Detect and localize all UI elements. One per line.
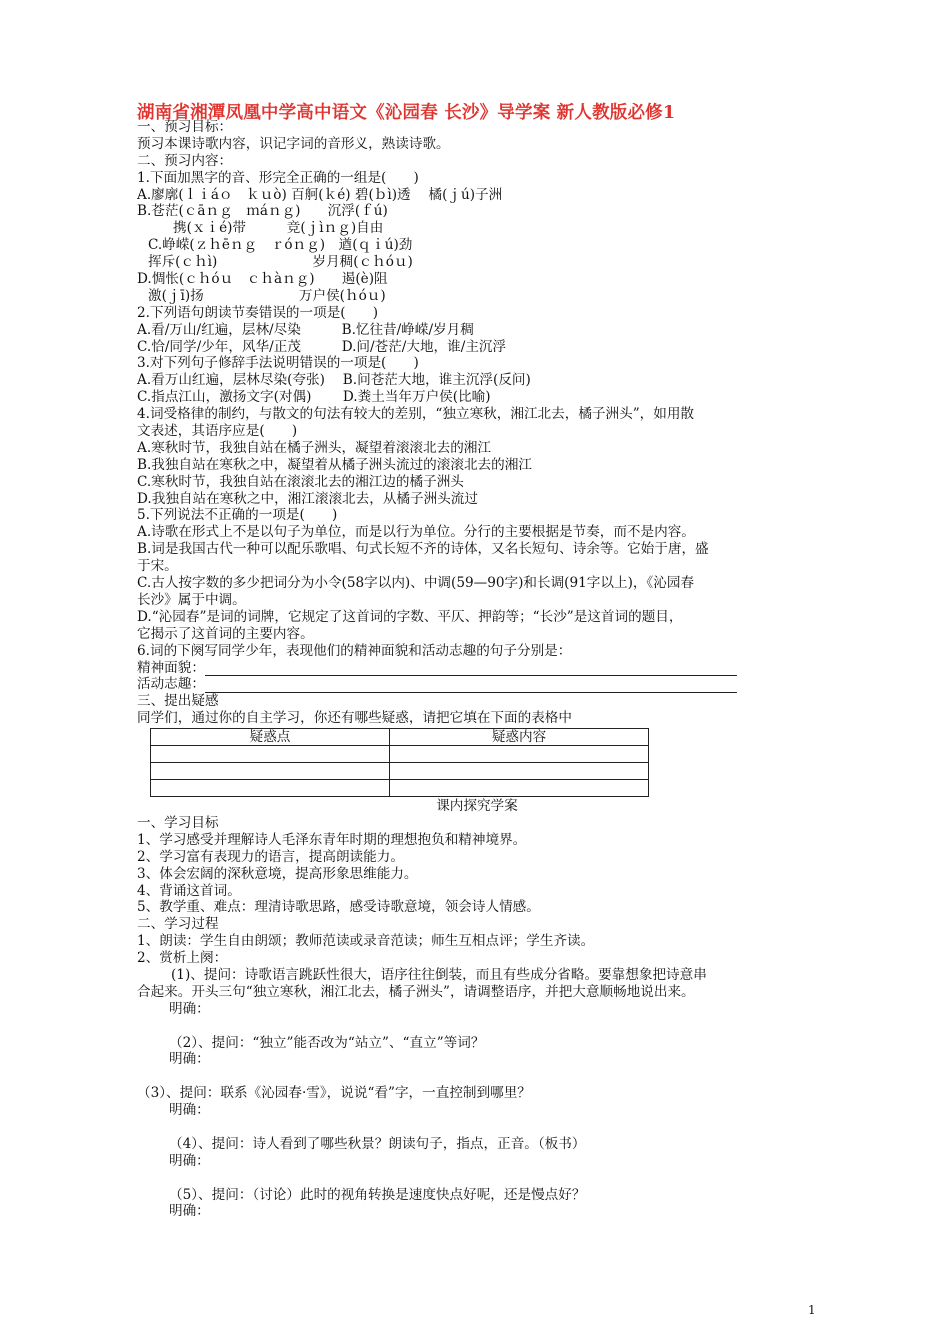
question-line: (1)、提问：诗歌语言跳跃性很大，语序往往倒装，而且有些成分省略。要靠想象把诗意串 (171, 966, 707, 983)
answer-label: 明确： (169, 1203, 210, 1220)
section-heading: 二、学习过程 (137, 916, 219, 933)
answer-label: 活动志趣： (137, 676, 205, 693)
answer-label: 明确： (169, 1000, 210, 1017)
option-line: C.指点江山，激扬文字(对偶) D.粪土当年万户侯(比喻) (137, 389, 491, 406)
question-stem: 文表述，其语序应是( ) (137, 423, 298, 440)
table-row (151, 763, 649, 780)
list-item: 3、体会宏阔的深秋意境，提高形象思维能力。 (137, 865, 418, 882)
option-line: C.古人按字数的多少把词分为小令(58字以内)、中调(59—90字)和长调(91字以上)，《沁园春 (137, 575, 695, 592)
section-heading: 一、学习目标 (137, 814, 219, 831)
question-stem: 1.下面加黑字的音、形完全正确的一组是( ) (137, 169, 419, 186)
option-line: D.我独自站在寒秋之中，湘江滚滚北去，从橘子洲头流过 (137, 490, 478, 507)
answer-label: 明确： (169, 1152, 210, 1169)
option-line: D.“沁园春”是词的词牌，它规定了这首词的字数、平仄、押韵等；“长沙”是这首词的题目， (137, 608, 683, 625)
section-heading: 二、预习内容： (137, 152, 233, 169)
option-line: 挥斥(ｃｈì) 岁月稠(ｃｈóｕ) (148, 254, 413, 271)
table-cell[interactable] (390, 746, 649, 763)
list-item: 4、背诵这首词。 (137, 882, 241, 899)
paragraph: 同学们，通过你的自主学习，你还有哪些疑惑，请把它填在下面的表格中 (137, 710, 572, 727)
paragraph: 1、朗读：学生自由朗颂；教师范读或录音范读；师生互相点评；学生齐读。 (137, 933, 595, 950)
question-line: （2）、提问：“独立”能否改为“站立”、“直立”等词？ (169, 1034, 485, 1051)
option-line: 于宋。 (137, 558, 178, 575)
table-cell[interactable] (151, 780, 390, 797)
table-cell[interactable] (151, 746, 390, 763)
option-line: B.词是我国古代一种可以配乐歌唱、句式长短不齐的诗体，又名长短句、诗余等。它始于唐，盛 (137, 541, 709, 558)
question-stem: 2.下列语句朗读节奏错误的一项是( ) (137, 304, 379, 321)
answer-row (137, 676, 827, 693)
option-line: A.寒秋时节，我独自站在橘子洲头，凝望着滚滚北去的湘江 (137, 439, 491, 456)
list-item: 1、学习感受并理解诗人毛泽东青年时期的理想抱负和精神境界。 (137, 831, 527, 848)
question-stem: 5.下列说法不正确的一项是( ) (137, 507, 338, 524)
option-line: A.诗歌在形式上不是以句子为单位，而是以行为单位。分行的主要根据是节奏，而不是内容。 (137, 524, 695, 541)
option-line: A.廖廓(ｌｉáｏ ｋｕò) 百舸(ｋé) 碧(ｂì)透 橘(ｊú)子洲 (137, 186, 503, 203)
answer-blank[interactable] (205, 680, 737, 693)
answer-label: 明确： (169, 1102, 210, 1119)
doubt-table (150, 728, 649, 797)
option-line: 它揭示了这首词的主要内容。 (137, 625, 314, 642)
section-title: 课内探究学案 (436, 798, 518, 815)
question-line: （5）、提问：（讨论）此时的视角转换是速度快点好呢，还是慢点好？ (169, 1186, 586, 1203)
table-row (151, 780, 649, 797)
table-cell[interactable] (390, 763, 649, 780)
option-line: A.看/万山/红遍，层林/尽染 B.忆往昔/峥嵘/岁月稠 (137, 321, 474, 338)
answer-blank[interactable] (205, 663, 737, 676)
question-line: （4）、提问：诗人看到了哪些秋景？朗读句子，指点，正音。（板书） (169, 1135, 586, 1152)
option-line: B.我独自站在寒秋之中，凝望着从橘子洲头流过的滚滚北去的湘江 (137, 456, 532, 473)
option-line: C.峥嵘(ｚｈēｎｇ ｒóｎｇ) 遒(ｑｉú)劲 (148, 237, 413, 254)
table-cell[interactable] (390, 780, 649, 797)
answer-row (137, 660, 827, 677)
option-line: C.恰/同学/少年，风华/正茂 D.问/苍茫/大地，谁/主沉浮 (137, 338, 507, 355)
list-item: 2、学习富有表现力的语言，提高朗读能力。 (137, 848, 404, 865)
option-line: 长沙》属于中调。 (137, 591, 246, 608)
table-row (151, 746, 649, 763)
document-title: 湖南省湘潭凤凰中学高中语文《沁园春 长沙》导学案 新人教版必修1 (137, 103, 676, 123)
answer-label: 明确： (169, 1051, 210, 1068)
answer-label: 精神面貌： (137, 659, 205, 676)
option-line: D.惆怅(ｃｈóｕ ｃｈàｎｇ) 遏(è)阻 (137, 271, 388, 288)
table-header-row (151, 729, 649, 746)
question-line: 合起来。开头三句“独立寒秋，湘江北去，橘子洲头”，请调整语序，并把大意顺畅地说出来。 (137, 983, 695, 1000)
table-cell[interactable] (151, 763, 390, 780)
table-header: 疑惑点 (151, 729, 390, 746)
option-line: B.苍茫(ｃāｎｇ ｍáｎｇ) 沉浮(ｆú) (137, 203, 388, 220)
list-item: 5、教学重、难点：理清诗歌思路，感受诗歌意境，领会诗人情感。 (137, 899, 540, 916)
question-stem: 4.词受格律的制约，与散文的句法有较大的差别，“独立寒秋，湘江北去，橘子洲头”，如用散 (137, 406, 695, 423)
question-line: （3）、提问：联系《沁园春·雪》，说说“看”字，一直控制到哪里？ (137, 1085, 531, 1102)
option-line: C.寒秋时节，我独自站在滚滚北去的湘江边的橘子洲头 (137, 473, 464, 490)
document-body (137, 119, 827, 1220)
paragraph: 2、赏析上阕： (137, 950, 228, 967)
paragraph: 预习本课诗歌内容，识记字词的音形义，熟读诗歌。 (137, 135, 450, 152)
section-heading: 三、提出疑感 (137, 693, 219, 710)
table-header: 疑惑内容 (390, 729, 649, 746)
option-line: A.看万山红遍，层林尽染(夸张) B.问苍茫大地，谁主沉浮(反问) (137, 372, 531, 389)
option-line: 携(ｘｉé)带 竞(ｊìｎｇ)自由 (173, 220, 384, 237)
page-number: 1 (808, 1303, 816, 1317)
section-heading: 一、预习目标： (137, 119, 233, 135)
question-stem: 6.词的下阕写同学少年，表现他们的精神面貌和活动志趣的句子分别是： (137, 642, 572, 659)
question-stem: 3.对下列句子修辞手法说明错误的一项是( ) (137, 355, 419, 372)
option-line: 激(ｊī)扬 万户侯(ｈóｕ) (148, 287, 386, 304)
